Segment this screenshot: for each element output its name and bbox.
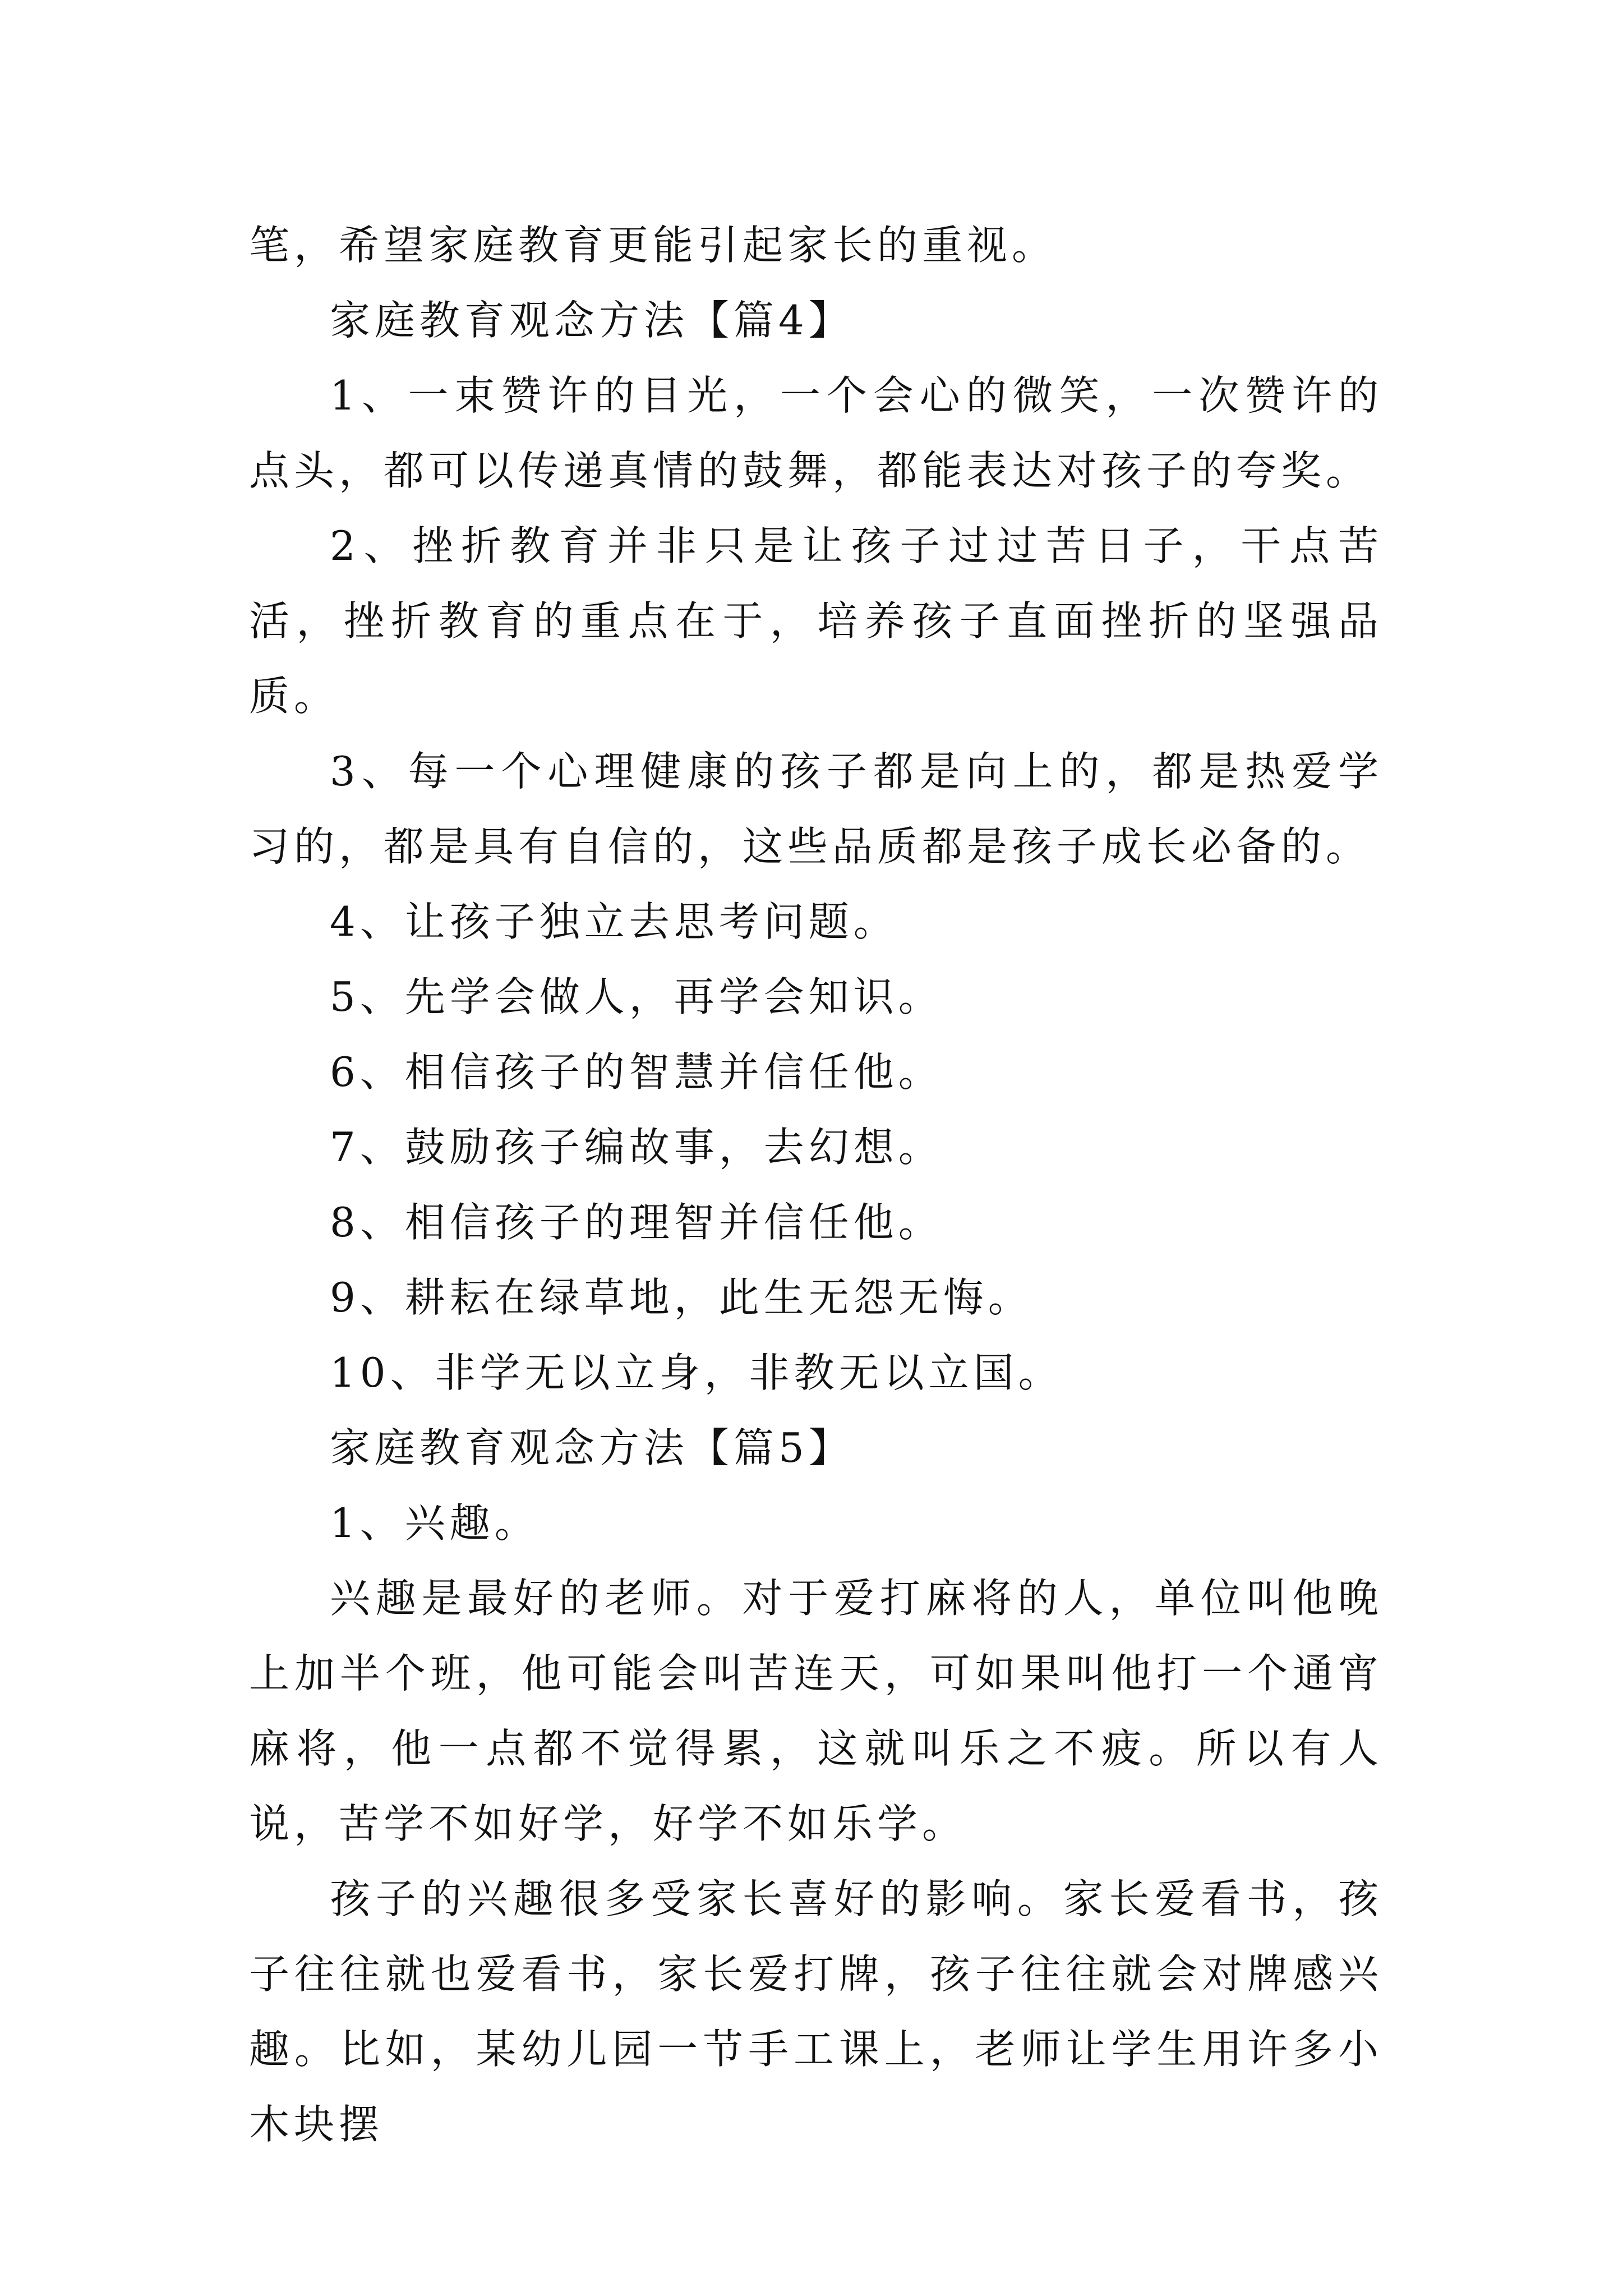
list-item: 3、每一个心理健康的孩子都是向上的，都是热爱学习的，都是具有自信的，这些品质都是孩子成长必备的。 xyxy=(249,748,1383,870)
list-item: 1、兴趣。 xyxy=(330,1499,540,1547)
document-body xyxy=(249,208,1383,2162)
list-item: 9、耕耘在绿草地，此生无怨无悔。 xyxy=(330,1274,1033,1321)
list-item: 4、让孩子独立去思考问题。 xyxy=(330,898,898,945)
list-item: 5、先学会做人，再学会知识。 xyxy=(330,973,943,1020)
list-item: 2、挫折教育并非只是让孩子过过苦日子，干点苦活，挫折教育的重点在于，培养孩子直面挫折的坚强品质。 xyxy=(249,522,1383,720)
section-heading: 家庭教育观念方法【篇4】 xyxy=(330,297,854,344)
paragraph: 兴趣是最好的老师。对于爱打麻将的人，单位叫他晚上加半个班，他可能会叫苦连天，可如果叫他打一个通宵麻将，他一点都不觉得累，这就叫乐之不疲。所以有人说，苦学不如好学，好学不如乐学。 xyxy=(249,1575,1383,1847)
list-item: 6、相信孩子的智慧并信任他。 xyxy=(330,1048,943,1096)
list-item: 1、一束赞许的目光，一个会心的微笑，一次赞许的点头，都可以传递真情的鼓舞，都能表达对孩子的夸奖。 xyxy=(249,372,1383,494)
paragraph: 笔，希望家庭教育更能引起家长的重视。 xyxy=(249,222,1057,269)
section-heading: 家庭教育观念方法【篇5】 xyxy=(330,1424,854,1471)
list-item: 7、鼓励孩子编故事，去幻想。 xyxy=(330,1124,943,1171)
list-item: 10、非学无以立身，非教无以立国。 xyxy=(330,1349,1063,1396)
paragraph: 孩子的兴趣很多受家长喜好的影响。家长爱看书，孩子往往就也爱看书，家长爱打牌，孩子往往就会对牌感兴趣。比如，某幼儿园一节手工课上，老师让学生用许多小木块摆 xyxy=(249,1875,1383,2148)
list-item: 8、相信孩子的理智并信任他。 xyxy=(330,1199,943,1246)
